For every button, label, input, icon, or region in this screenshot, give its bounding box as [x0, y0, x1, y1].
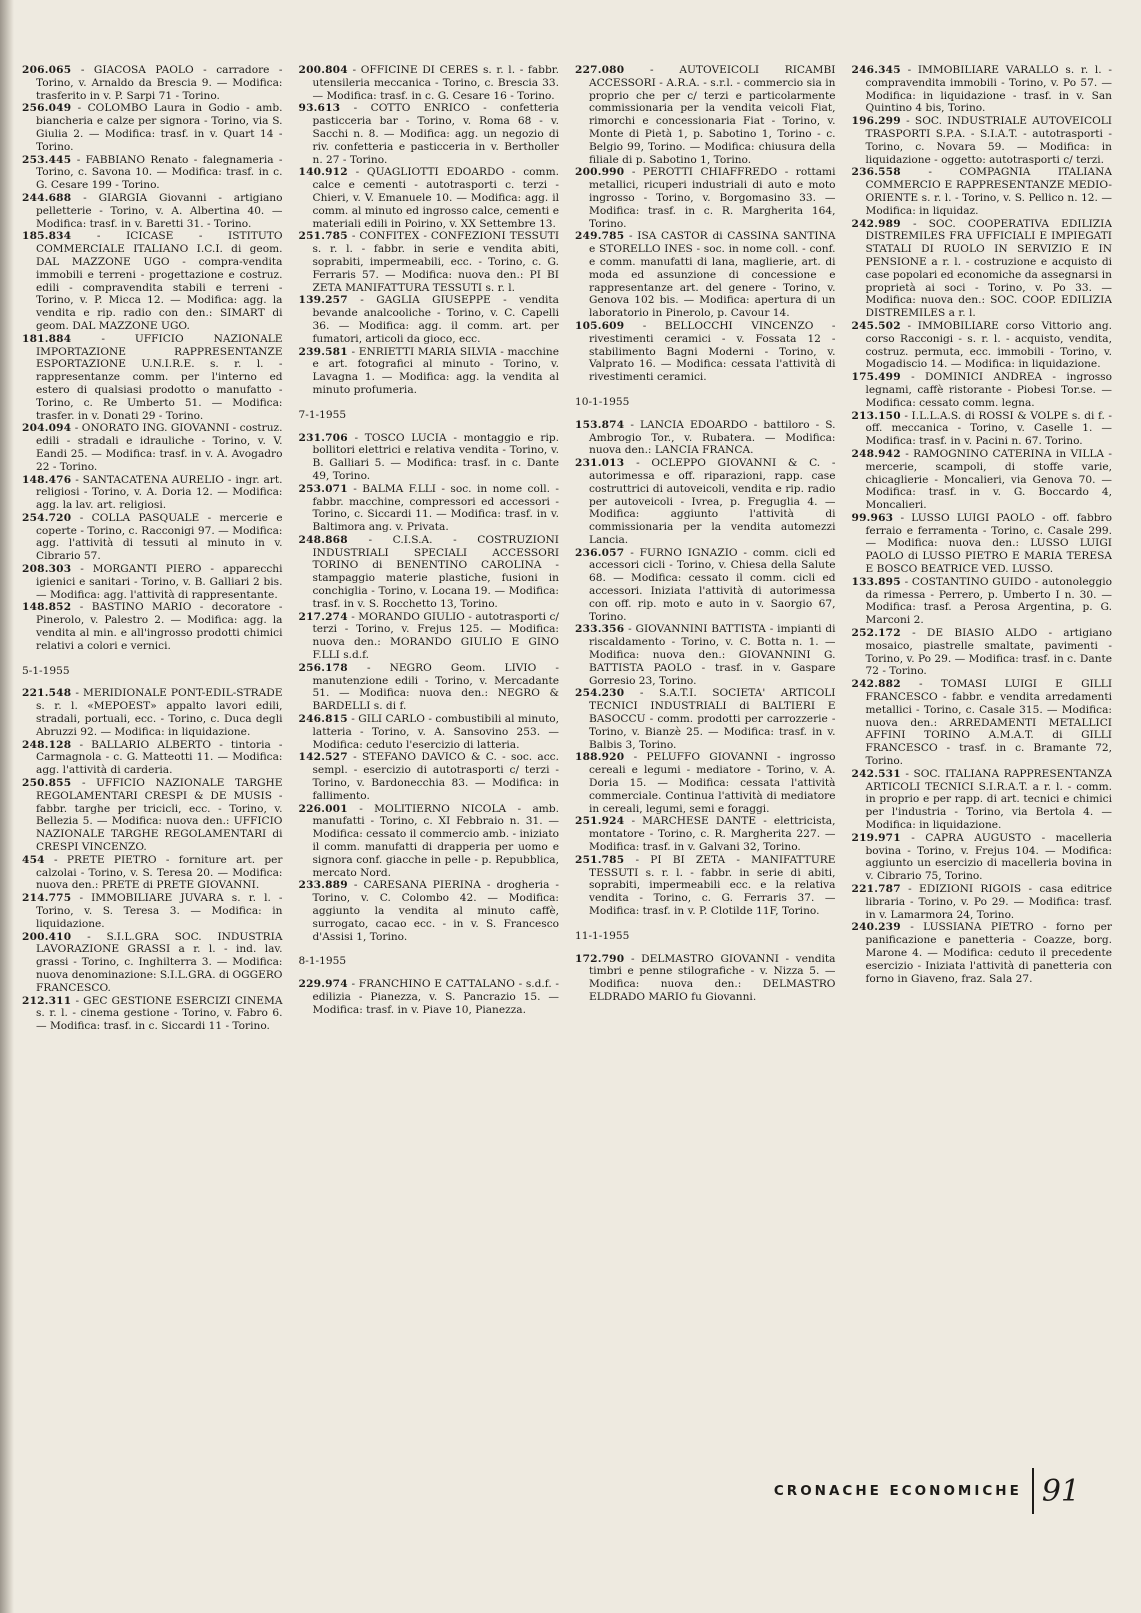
entry-text: - PELUFFO GIOVANNI - ingrosso cereali e legumi - mediatore - Torino, v. A. Doria 15. — Modifica: cessata l'attività commerciale. Continua l'attività di mediatore in cereali, legumi, semi e foraggi.	[589, 751, 836, 815]
register-entry	[22, 777, 283, 854]
entry-text: - MARCHESE DANTE - elettricista, montatore - Torino, c. R. Margherita 227. — Modifica: trasf. in v. Galvani 32, Torino.	[589, 815, 836, 854]
register-entry	[575, 815, 836, 853]
register-entry	[852, 883, 1113, 921]
register-entry	[22, 739, 283, 777]
entry-number: 248.942	[851, 447, 901, 460]
register-entry	[22, 601, 283, 652]
entry-number: 196.299	[851, 115, 901, 128]
register-entry	[575, 320, 836, 384]
entry-number: 239.581	[298, 345, 348, 358]
entry-number: 148.476	[22, 473, 72, 486]
register-entry	[22, 854, 283, 892]
entry-text: - GEC GESTIONE ESERCIZI CINEMA s. r. l. - cinema gestione - Torino, v. Fabro 6. — Modifica: trasf. in c. Siccardi 11 - Torino.	[36, 994, 283, 1033]
entry-number: 253.445	[22, 153, 72, 166]
date-heading: 10-1-1955	[575, 395, 630, 408]
entry-number: 217.274	[298, 610, 348, 623]
entry-text: - ENRIETTI MARIA SILVIA - macchine e art. fotografici al minuto - Torino, v. Lavagna 1. — Modifica: agg. la vendita al minuto profumeria.	[312, 345, 559, 396]
entry-number: 200.990	[575, 166, 625, 179]
entry-text: - LUSSO LUIGI PAOLO - off. fabbro ferraio e ferramenta - Torino, c. Casale 299. — Modifica: nuova den.: LUSSO LUIGI PAOLO di LUSSO PIETRO E MARIA TERESA E BOSCO BEATRICE VED. LUSSO.	[865, 511, 1112, 576]
entry-number: 246.345	[851, 64, 901, 76]
entry-text: - PRETE PIETRO - forniture art. per calzolai - Torino, v. S. Teresa 20. — Modifica: nuova den.: PRETE di PRETE GIOVANNI.	[36, 853, 283, 892]
entry-text: - GILI CARLO - combustibili al minuto, latteria - Torino, v. A. Sansovino 253. — Modifica: ceduto l'esercizio di latteria.	[312, 713, 559, 751]
entry-number: 242.882	[851, 678, 901, 691]
register-entry	[299, 713, 560, 751]
entry-text: - ONORATO ING. GIOVANNI - costruz. edili - stradali e idrauliche - Torino, v. V. Eandi 25. — Modifica: trasf. in v. A. Avogadro 22 - Torino.	[36, 422, 283, 473]
entry-text: - EDIZIONI RIGOIS - casa editrice libraria - Torino, v. Po 29. — Modifica: trasf. in v. Lamarmora 24, Torino.	[865, 883, 1112, 921]
entry-text: - NEGRO Geom. LIVIO - manutenzione edili - Torino, v. Mercadante 51. — Modifica: nuova den.: NEGRO & BARDELLI s. di f.	[312, 661, 559, 713]
register-entry	[299, 294, 560, 345]
register-entry	[575, 64, 836, 166]
entry-number: 248.868	[298, 533, 348, 546]
register-entry	[852, 627, 1113, 678]
column-1	[22, 64, 283, 1494]
entry-number: 93.613	[298, 102, 341, 115]
register-entry	[852, 512, 1113, 576]
register-entry	[22, 154, 283, 192]
entry-number: 142.527	[298, 751, 348, 764]
register-entry	[299, 803, 560, 880]
entry-text: - MORANDO GIULIO - autotrasporti c/ terzi - Torino, v. Frejus 125. — Modifica: nuova den.: MORANDO GIULIO E GINO F.LLI s.d.f.	[312, 610, 559, 662]
register-entry	[575, 751, 836, 815]
register-entry	[22, 230, 283, 332]
entry-number: 206.065	[22, 64, 72, 76]
entry-number: 204.094	[22, 422, 72, 435]
entry-text: - FURNO IGNAZIO - comm. cicli ed accessori cicli - Torino, v. Chiesa della Salute 68. — Modifica: cessato il comm. cicli ed accessori. Iniziata l'attività di autorimessa con off. rip. moto e auto in v. Saorgio 67, Torino.	[589, 546, 836, 623]
entry-number: 249.785	[575, 230, 625, 243]
entry-number: 185.834	[22, 230, 72, 243]
entry-text: - MERIDIONALE PONT-EDIL-STRADE s. r. l. «MEPOEST» appalto lavori edili, stradali, portuali, ecc. - Torino, c. Duca degli Abruzzi 92. — Modifica: in liquidazione.	[36, 687, 283, 738]
entry-number: 229.974	[298, 978, 348, 991]
entry-number: 250.855	[22, 777, 72, 790]
register-entry	[299, 230, 560, 294]
register-entry	[852, 410, 1113, 448]
entry-text: - DELMASTRO GIOVANNI - vendita timbri e penne stilografiche - v. Nizza 5. — Modifica: nuova den.: DELMASTRO ELDRADO MARIO fu Giovanni.	[589, 952, 836, 1003]
register-entry	[22, 64, 283, 102]
entry-text: - SOC. INDUSTRIALE AUTOVEICOLI TRASPORTI S.P.A. - S.I.A.T. - autotrasporti - Torino, c. Novara 59. — Modifica: in liquidazione - oggetto: autotrasporti c/ terzi.	[865, 115, 1112, 166]
entry-text: - AUTOVEICOLI RICAMBI ACCESSORI - A.R.A. - s.r.l. - commercio sia in proprio che per c/ terzi e particolarmente commissionaria per la vendita veicoli Fiat, rimorchi e concessionaria Fiat - Torino, v. Monte di Pietà 1, p. Sabotino 1, Torino - c. Belgio 99, Torino. — Modifica: chiusura della filiale di p. Sabotino 1, Torino.	[589, 64, 836, 166]
entry-text: - GIOVANNINI BATTISTA - impianti di riscaldamento - Torino, v. C. Botta n. 1. — Modifica: nuova den.: GIOVANNINI G. BATTISTA PAOLO - trasf. in v. Gaspare Gorresio 23, Torino.	[589, 623, 836, 687]
entry-text: - BALMA F.LLI - soc. in nome coll. - fabbr. macchine, compressori ed accessori - Torino, c. Siccardi 11. — Modifica: trasf. in v. Baltimora ang. v. Privata.	[312, 482, 559, 534]
entry-number: 233.356	[575, 623, 625, 636]
entry-text: - DE BIASIO ALDO - artigiano mosaico, piastrelle smaltate, pavimenti - Torino, v. Po 29. — Modifica: trasf. in c. Dante 72 - Torino.	[865, 627, 1112, 678]
register-entry	[852, 768, 1113, 832]
register-entry	[575, 687, 836, 751]
column-3	[575, 64, 836, 1494]
entry-number: 254.230	[575, 687, 625, 700]
entry-text: - LUSSIANA PIETRO - forno per panificazione e panetteria - Coazze, borg. Marone 4. — Modifica: ceduto il precedente esercizio - Iniziata l'attività di panetteria con forno in Giaveno, fraz. Sala 27.	[865, 921, 1112, 985]
entry-number: 254.720	[22, 511, 72, 524]
entry-text: - I.L.L.A.S. di ROSSI & VOLPE s. di f. - off. meccanica - Torino, v. Caselle 1. — Modifica: trasf. in v. Pacini n. 67. Torino.	[865, 409, 1112, 448]
register-entry	[852, 576, 1113, 627]
register-entry	[852, 832, 1113, 883]
entry-number: 214.775	[22, 892, 72, 905]
entry-number: 221.548	[22, 687, 72, 700]
entry-number: 236.057	[575, 546, 625, 559]
entry-text: - IMMOBILIARE corso Vittorio ang. corso Racconigi - s. r. l. - acquisto, vendita, costruz. permuta, ecc. immobili - Torino, v. Mogadiscio 14. — Modifica: in liquidazione.	[865, 319, 1112, 371]
register-entry	[852, 218, 1113, 320]
date-heading: 11-1-1955	[575, 929, 630, 942]
register-entry	[22, 995, 283, 1033]
entry-text: - GIACOSA PAOLO - carradore - Torino, v. Arnaldo da Brescia 9. — Modifica: trasferito in v. P. Sarpi 71 - Torino.	[36, 64, 283, 102]
entry-text: - GAGLIA GIUSEPPE - vendita bevande analcooliche - Torino, v. C. Capelli 36. — Modifica: agg. il comm. art. per fumatori, articoli da gioco, ecc.	[312, 294, 559, 345]
register-entry	[22, 102, 283, 153]
register-entry	[299, 432, 560, 483]
entry-number: 233.889	[298, 879, 348, 892]
entry-number: 212.311	[22, 994, 72, 1007]
register-entry	[852, 320, 1113, 371]
register-entry	[299, 611, 560, 662]
entry-text: - PEROTTI CHIAFFREDO - rottami metallici, ricuperi industriali di auto e moto ingrosso - Torino, v. Borgomasino 33. — Modifica: trasf. in c. R. Margherita 164, Torino.	[589, 166, 836, 230]
register-entry	[22, 892, 283, 930]
register-entry	[575, 457, 836, 547]
entry-text: - RAMOGNINO CATERINA in VILLA - mercerie, scampoli, di stoffe varie, chicaglierie - Moncalieri, via Genova 70. — Modifica: trasf. in v. G. Boccardo 4, Moncalieri.	[865, 447, 1112, 512]
entry-number: 139.257	[298, 294, 348, 307]
register-entry	[575, 547, 836, 624]
register-entry	[299, 102, 560, 166]
register-entry	[575, 230, 836, 320]
page-footer	[740, 1466, 1080, 1516]
footer-divider	[1032, 1468, 1034, 1514]
register-columns	[22, 64, 1112, 1494]
entry-text: - QUAGLIOTTI EDOARDO - comm. calce e cementi - autotrasporti c. terzi - Chieri, v. V. Emanuele 10. — Modifica: agg. il comm. al minuto ed ingrosso calce, cementi e materiali edili in Poirino, v. XX Settembre 13.	[312, 166, 559, 230]
register-entry	[299, 534, 560, 611]
register-entry	[852, 448, 1113, 512]
entry-number: 244.688	[22, 191, 72, 204]
entry-text: - FRANCHINO E CATTALANO - s.d.f. - edilizia - Pianezza, v. S. Pancrazio 15. — Modifica: trasf. in v. Piave 10, Pianezza.	[312, 978, 559, 1016]
entry-number: 213.150	[851, 409, 901, 422]
entry-text: - CAPRA AUGUSTO - macelleria bovina - Torino, v. Frejus 104. — Modifica: aggiunto un esercizio di macelleria bovina in v. Cibrario 75, Torino.	[865, 831, 1112, 883]
page-binding-shadow	[0, 0, 14, 1613]
entry-number: 253.071	[298, 482, 348, 495]
entry-number: 200.804	[298, 64, 348, 76]
register-entry	[22, 333, 283, 423]
date-heading: 7-1-1955	[298, 408, 347, 421]
register-entry	[575, 953, 836, 1004]
entry-number: 221.787	[851, 883, 901, 895]
register-entry	[22, 931, 283, 995]
entry-text: - COLOMBO Laura in Godio - amb. biancheria e calze per signora - Torino, via S. Giulia 2. — Modifica: trasf. in v. Quart 14 - Torino.	[36, 102, 283, 153]
entry-number: 99.963	[851, 511, 894, 524]
register-entry	[575, 854, 836, 918]
entry-number: 251.924	[575, 815, 625, 828]
register-entry	[299, 64, 560, 102]
register-entry	[22, 474, 283, 512]
register-entry	[852, 678, 1113, 768]
entry-number: 227.080	[575, 64, 625, 76]
entry-number: 240.239	[851, 921, 901, 934]
entry-number: 256.178	[298, 661, 348, 674]
entry-text: - COSTANTINO GUIDO - autonoleggio da rimessa - Perrero, p. Umberto I n. 30. — Modifica: trasf. a Perosa Argentina, p. G. Marconi 2.	[865, 575, 1112, 627]
register-entry	[299, 879, 560, 943]
entry-number: 242.989	[851, 217, 901, 230]
entry-number: 188.920	[575, 751, 625, 764]
register-entry	[852, 166, 1113, 217]
register-entry	[575, 166, 836, 230]
register-entry	[299, 166, 560, 230]
register-entry	[22, 687, 283, 738]
entry-number: 231.706	[298, 431, 348, 444]
entry-text: - COMPAGNIA ITALIANA COMMERCIO E RAPPRESENTANZE MEDIO-ORIENTE s. r. l. - Torino, v. S. Pellico n. 12. — Modifica: in liquidaz.	[865, 166, 1112, 217]
register-entry	[299, 483, 560, 534]
entry-number: 245.502	[851, 319, 901, 332]
entry-number: 236.558	[851, 166, 901, 179]
entry-number: 246.815	[298, 713, 348, 726]
entry-text: - UFFICIO NAZIONALE TARGHE REGOLAMENTARI CRESPI & DE MUSIS - fabbr. targhe per tricicli, ecc. - Torino, v. Bellezia 5. — Modifica: nuova den.: UFFICIO NAZIONALE TARGHE REGOLAMENTARI di CRESPI VINCENZO.	[36, 777, 283, 854]
entry-text: - BALLARIO ALBERTO - tintoria - Carmagnola - c. G. Matteotti 11. — Modifica: agg. l'attività di carderia.	[36, 738, 283, 777]
register-entry	[299, 978, 560, 1016]
entry-number: 148.852	[22, 601, 72, 614]
date-heading: 5-1-1955	[22, 664, 70, 677]
entry-text: - SOC. ITALIANA RAPPRESENTANZA ARTICOLI TECNICI S.I.R.A.T. a r. l. - comm. in proprio e per rapp. di art. tecnici e chimici per l'industria - Torino, via Bertola 4. — Modifica: in liquidazione.	[865, 767, 1112, 832]
entry-text: - COTTO ENRICO - confetteria pasticceria bar - Torino, v. Roma 68 - v. Sacchi n. 8. — Modifica: agg. un negozio di riv. confetteria e pasticceria in v. Bertholler n. 27 - Torino.	[312, 102, 559, 166]
entry-text: - ICICASE - ISTITUTO COMMERCIALE ITALIANO I.C.I. di geom. DAL MAZZONE UGO - compra-vendita immobili e terreni - progettazione e costruz. edili - compravendita stabili e terreni - Torino, v. P. Micca 12. — Modifica: agg. la vendita e rip. radio con den.: SIMART di geom. DAL MAZZONE UGO.	[36, 230, 283, 332]
entry-text: - IMMOBILIARE VARALLO s. r. l. - compravendita immobili - Torino, v. Po 57. — Modifica: in liquidazione - trasf. in v. San Quintino 4 bis, Torino.	[865, 64, 1112, 115]
entry-text: - UFFICIO NAZIONALE IMPORTAZIONE RAPPRESENTANZE ESPORTAZIONE U.N.I.R.E. s. r. l. - rappresentanze comm. per l'interno ed estero di qualsiasi prodotto o manufatto - Torino, c. Re Umberto 51. — Modifica: trasfer. in v. Donati 29 - Torino.	[36, 332, 283, 422]
entry-text: - FABBIANO Renato - falegnameria - Torino, c. Savona 10. — Modifica: trasf. in c. G. Cesare 199 - Torino.	[36, 153, 283, 192]
entry-text: - BELLOCCHI VINCENZO - rivestimenti ceramici - v. Fossata 12 - stabilimento Bagni Moderni - Torino, v. Valprato 16. — Modifica: cessata l'attività di rivestimenti ceramici.	[589, 319, 836, 384]
entry-number: 208.303	[22, 563, 72, 576]
entry-number: 219.971	[851, 831, 901, 844]
entry-number: 248.128	[22, 738, 72, 751]
entry-number: 105.609	[575, 319, 625, 332]
register-entry	[575, 623, 836, 687]
entry-number: 140.912	[298, 166, 348, 179]
entry-text: - C.I.S.A. - COSTRUZIONI INDUSTRIALI SPECIALI ACCESSORI TORINO di BENENTINO CAROLINA - stampaggio materie plastiche, fusioni in conchiglia - Torino, v. Locana 19. — Modifica: trasf. in v. S. Rocchetto 13, Torino.	[312, 533, 559, 610]
entry-number: 242.531	[851, 767, 901, 780]
entry-number: 252.172	[851, 627, 901, 640]
register-entry	[299, 751, 560, 802]
entry-number: 172.790	[575, 952, 625, 965]
entry-number: 231.013	[575, 457, 625, 470]
register-entry	[852, 921, 1113, 985]
entry-number: 133.895	[851, 575, 901, 588]
entry-text: - TOMASI LUIGI E GILLI FRANCESCO - fabbr. e vendita arredamenti metallici - Torino, c. Casale 315. — Modifica: nuova den.: ARREDAMENTI METALLICI AFFINI TORINO A.M.A.T. di GILLI FRANCESCO - trasf. in c. Bramante 72, Torino.	[865, 678, 1112, 768]
entry-text: - MORGANTI PIERO - apparecchi igienici e sanitari - Torino, v. B. Galliari 2 bis. — Modifica: agg. l'attività di rappresentante.	[36, 563, 283, 601]
entry-text: - DOMINICI ANDREA - ingrosso legnami, caffè ristorante - Piobesi Tor.se. — Modifica: cessato comm. legna.	[865, 371, 1112, 409]
entry-text: - S.A.T.I. SOCIETA' ARTICOLI TECNICI INDUSTRIALI di BALTIERI E BASOCCU - comm. prodotti per carrozzerie - Torino, v. Bianzè 25. — Modifica: trasf. in v. Balbis 3, Torino.	[589, 687, 836, 751]
register-entry	[299, 662, 560, 713]
entry-text: - CARESANA PIERINA - drogheria - Torino, v. C. Colombo 42. — Modifica: aggiunto la vendita al minuto caffè, surrogato, cacao ecc. - in v. S. Francesco d'Assisi 1, Torino.	[312, 879, 559, 943]
entry-text: - OCLEPPO GIOVANNI & C. - autorimessa e off. riparazioni, rapp. case costruttrici di autoveicoli, vendita e rip. radio per autoveicoli - Ivrea, p. Freguglia 4. — Modifica: aggiunto l'attività di commissionaria per la vendita automezzi Lancia.	[589, 457, 836, 546]
entry-text: - IMMOBILIARE JUVARA s. r. l. - Torino, v. S. Teresa 3. — Modifica: in liquidazione.	[36, 892, 283, 930]
entry-text: - TOSCO LUCIA - montaggio e rip. bollitori elettrici e relativa vendita - Torino, v. B. Galliari 5. — Modifica: trasf. in c. Dante 49, Torino.	[312, 431, 559, 482]
entry-text: - MOLITIERNO NICOLA - amb. manufatti - Torino, c. XI Febbraio n. 31. — Modifica: cessato il commercio amb. - iniziato il comm. manufatti di drapperia per uomo e signora conf. giacche in pelle - p. Repubblica, mercato Nord.	[312, 802, 559, 879]
entry-number: 251.785	[575, 853, 625, 866]
entry-number: 153.874	[575, 418, 625, 431]
entry-number: 175.499	[851, 371, 901, 384]
register-entry	[22, 422, 283, 473]
entry-number: 200.410	[22, 930, 72, 943]
entry-text: - COLLA PASQUALE - mercerie e coperte - Torino, c. Racconigi 97. — Modifica: agg. l'attività di tessuti al minuto in v. Cibrario 57.	[36, 511, 283, 563]
entry-text: - OFFICINE DI CERES s. r. l. - fabbr. utensileria meccanica - Torino, c. Brescia 33. — Modifica: trasf. in c. G. Cesare 16 - Torino.	[312, 64, 559, 102]
page-number: 91	[1041, 1473, 1080, 1509]
entry-text: - SANTACATENA AURELIO - ingr. art. religiosi - Torino, v. A. Doria 12. — Modifica: agg. la lav. art. religiosi.	[36, 473, 283, 512]
publication-name: CRONACHE ECONOMICHE	[773, 1483, 1022, 1499]
entry-number: 454	[22, 853, 45, 866]
column-4	[852, 64, 1113, 1494]
entry-text: - SOC. COOPERATIVA EDILIZIA DISTREMILES FRA UFFICIALI E IMPIEGATI STATALI DI RUOLO IN SERVIZIO E IN PENSIONE a r. l. - costruzione e acquisto di case popolari ed economiche da assegnarsi in proprietà ai soci - Torino, v. Po 33. — Modifica: nuova den.: SOC. COOP. EDILIZIA DISTREMILES a r. l.	[865, 217, 1112, 320]
entry-text: - PI BI ZETA - MANIFATTURE TESSUTI s. r. l. - fabbr. in serie di abiti, soprabiti, impermeabili ecc. e la relativa vendita - Torino, c. G. Ferraris 37. — Modifica: trasf. in v. P. Clotilde 11F, Torino.	[589, 853, 836, 917]
entry-text: - CONFITEX - CONFEZIONI TESSUTI s. r. l. - fabbr. in serie e vendita abiti, soprabiti, impermeabili, ecc. - Torino, c. G. Ferraris 57. — Modifica: nuova den.: PI BI ZETA MANIFATTURA TESSUTI s. r. l.	[312, 230, 559, 294]
entry-number: 256.049	[22, 102, 72, 115]
register-entry	[852, 64, 1113, 115]
register-entry	[575, 419, 836, 457]
entry-text: - ISA CASTOR di CASSINA SANTINA e STORELLO INES - soc. in nome coll. - conf. e comm. manufatti di lana, maglierie, art. di moda ed assunzione di concessione e rappresentanze art. del genere - Torino, v. Genova 102 bis. — Modifica: apertura di un laboratorio in Pinerolo, p. Cavour 14.	[589, 230, 836, 320]
entry-number: 226.001	[298, 802, 348, 815]
entry-text: - STEFANO DAVICO & C. - soc. acc. sempl. - esercizio di autotrasporti c/ terzi - Torino, v. Bardonecchia 83. — Modifica: in fallimento.	[312, 751, 559, 802]
register-entry	[22, 563, 283, 601]
register-entry	[299, 346, 560, 397]
entry-text: - LANCIA EDOARDO - battiloro - S. Ambrogio Tor., v. Rubatera. — Modifica: nuova den.: LANCIA FRANCA.	[589, 418, 836, 457]
register-entry	[852, 371, 1113, 409]
entry-number: 181.884	[22, 332, 72, 345]
register-entry	[22, 512, 283, 563]
column-2	[299, 64, 560, 1494]
entry-number: 251.785	[298, 230, 348, 243]
entry-text: - BASTINO MARIO - decoratore - Pinerolo, v. Palestro 2. — Modifica: agg. la vendita al min. e all'ingrosso prodotti chimici relativi a colori e vernici.	[36, 601, 283, 652]
date-heading: 8-1-1955	[298, 955, 347, 968]
entry-text: - GIARGIA Giovanni - artigiano pelletterie - Torino, v. A. Albertina 40. — Modifica: trasf. in v. Baretti 31. - Torino.	[36, 191, 283, 230]
register-entry	[22, 192, 283, 230]
register-entry	[852, 115, 1113, 166]
entry-text: - S.I.L.GRA SOC. INDUSTRIA LAVORAZIONE GRASSI a r. l. - ind. lav. grassi - Torino, c. Inghilterra 3. — Modifica: nuova denominazione: S.I.L.GRA. di OGGERO FRANCESCO.	[36, 930, 283, 994]
